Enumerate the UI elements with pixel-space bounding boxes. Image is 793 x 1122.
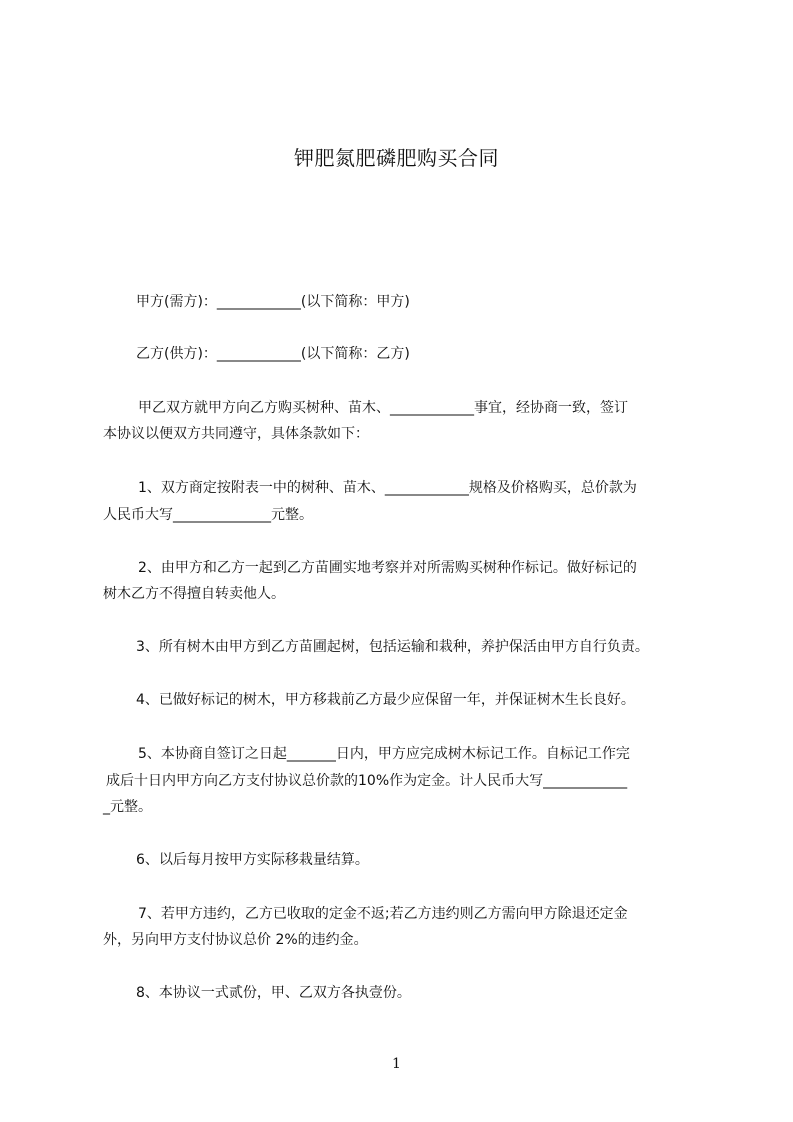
- clause-1-line-2: 人民币大写______________元整。: [103, 507, 313, 523]
- clause-3-line: 3、所有树木由甲方到乙方苗圃起树，包括运输和栽种，养护保活由甲方自行负责。: [136, 639, 649, 655]
- intro-line-2: 本协议以便双方共同遵守，具体条款如下：: [103, 426, 369, 442]
- clause-7-line-1: 7、若甲方违约，乙方已收取的定金不返;若乙方违约则乙方需向甲方除退还定金: [138, 906, 628, 922]
- clause-1-line-1: 1、双方商定按附表一中的树种、苗木、____________规格及价格购买，总价款为: [138, 480, 637, 496]
- party-a-line: 甲方(需方)：____________(以下简称：甲方): [136, 294, 410, 310]
- clause-5-line-2: 成后十日内甲方向乙方支付协议总价款的10%作为定金。计人民币大写____________: [106, 773, 628, 789]
- intro-line-1: 甲乙双方就甲方向乙方购买树种、苗木、____________事宜，经协商一致，签订: [138, 400, 628, 416]
- clause-6-line: 6、以后每月按甲方实际移栽量结算。: [136, 852, 369, 868]
- party-b-line: 乙方(供方)：____________(以下简称：乙方): [136, 346, 410, 362]
- clause-5-line-1: 5、本协商自签订之日起_______日内，甲方应完成树木标记工作。自标记工作完: [138, 746, 630, 762]
- page-number: 1: [392, 1056, 401, 1072]
- clause-2-line-2: 树木乙方不得擅自转卖他人。: [103, 586, 285, 602]
- clause-4-line: 4、已做好标记的树木，甲方移栽前乙方最少应保留一年，并保证树木生长良好。: [136, 692, 635, 708]
- clause-2-line-1: 2、由甲方和乙方一起到乙方苗圃实地考察并对所需购买树种作标记。做好标记的: [138, 560, 637, 576]
- clause-5-line-3: _元整。: [103, 799, 152, 815]
- document-title: 钾肥氮肥磷肥购买合同: [294, 146, 499, 170]
- clause-7-line-2: 外，另向甲方支付协议总价 2%的违约金。: [103, 932, 368, 948]
- clause-8-line: 8、本协议一式贰份，甲、乙双方各执壹份。: [136, 985, 411, 1001]
